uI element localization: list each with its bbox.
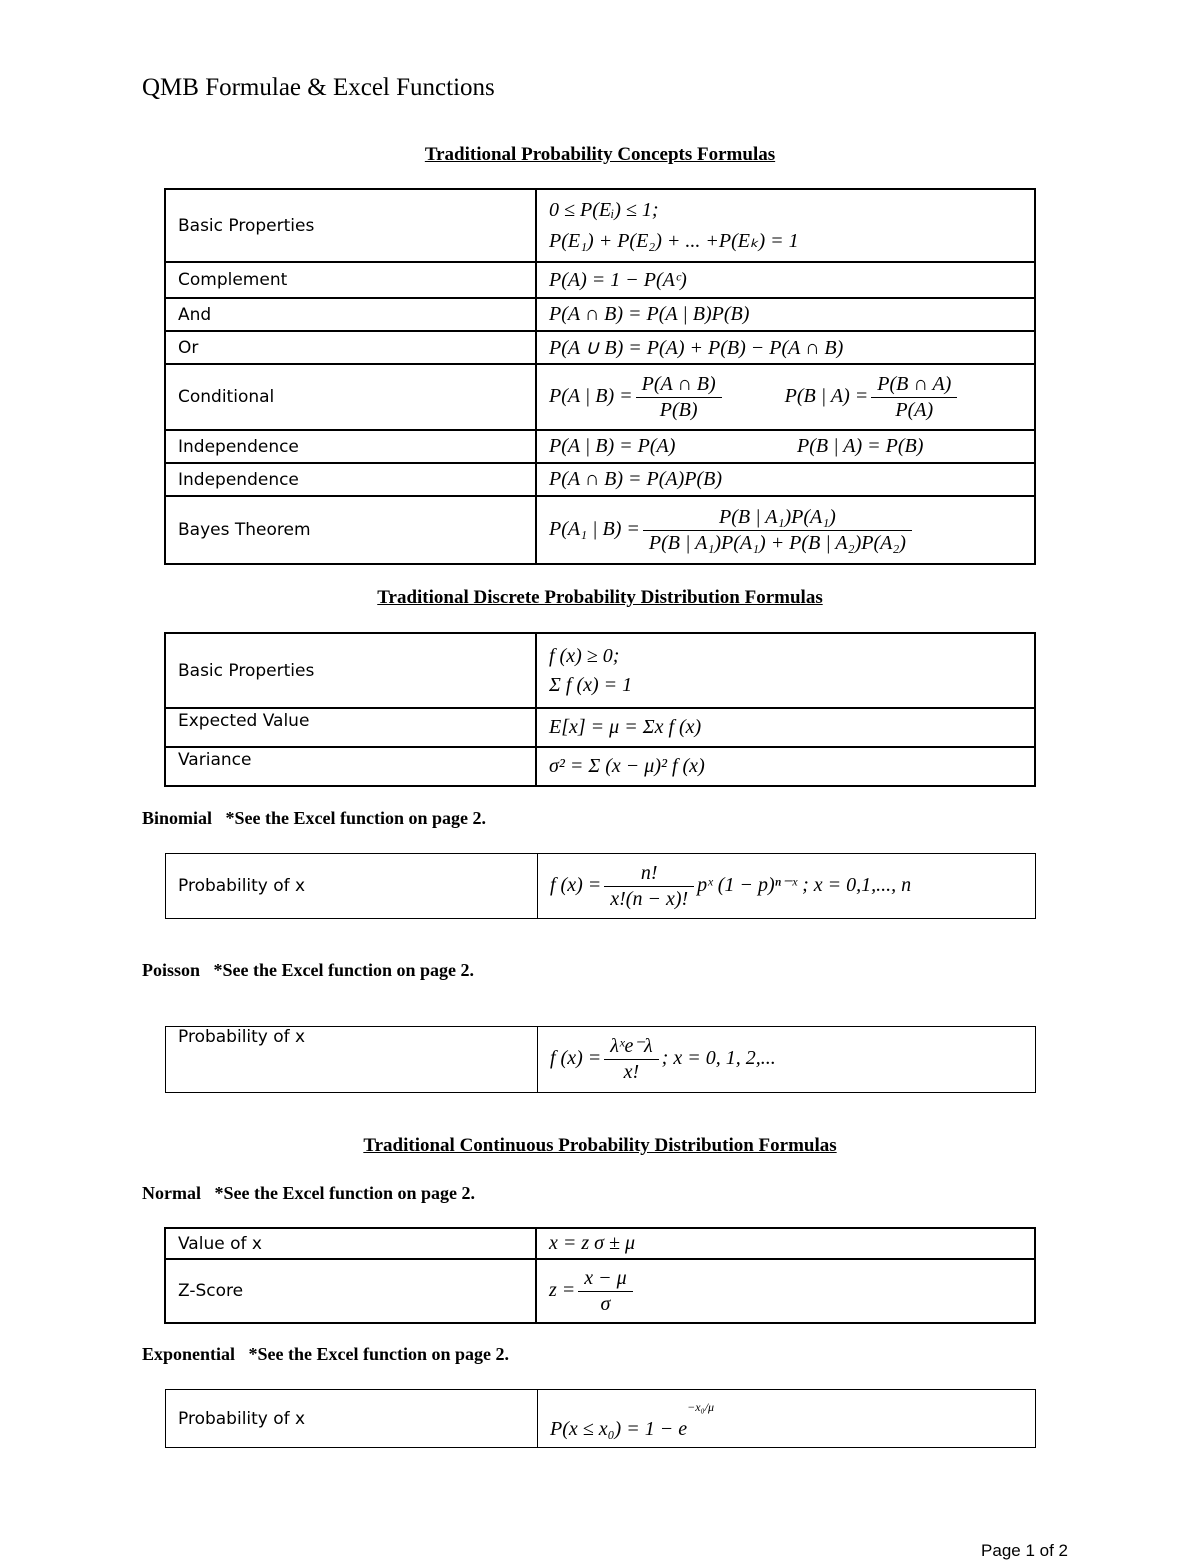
- table-row: [165, 463, 1035, 496]
- formula-cell: [536, 189, 1035, 262]
- formula-cell: [536, 364, 1035, 430]
- denominator: P(B | A₁)P(A₁) + P(B | A₂)P(A₂): [648, 531, 906, 554]
- formula: σ² = Σ (x − μ)² f (x): [536, 747, 1035, 786]
- probability-concepts-table: [164, 188, 1036, 565]
- formula-cell: [536, 1259, 1035, 1323]
- fraction: [643, 505, 912, 556]
- table-row: [165, 1228, 1035, 1259]
- poisson-heading: [142, 960, 474, 981]
- formula-lhs: f (x) =: [550, 1047, 602, 1070]
- fraction: [604, 1034, 658, 1085]
- row-label: Z-Score: [165, 1259, 536, 1323]
- formula-lhs: f (x) =: [550, 873, 602, 896]
- row-label: Basic Properties: [165, 633, 536, 708]
- table-row: [166, 1390, 1036, 1448]
- numerator: λˣe⁻λ: [604, 1034, 658, 1060]
- formula: E[x] = μ = Σx f (x): [536, 708, 1035, 747]
- formula: P(A | B) = P(A): [549, 435, 676, 457]
- excel-note: *See the Excel function on page 2.: [248, 1344, 510, 1364]
- formula: P(E₁) + P(E₂) + ... +P(Eₖ) = 1: [549, 229, 799, 252]
- row-label: Basic Properties: [165, 189, 536, 262]
- formula-cell: [538, 1027, 1036, 1093]
- formula-cell: [536, 496, 1035, 564]
- formula: P(A) = 1 − P(Aᶜ): [536, 262, 1035, 298]
- formula-lhs: P(A | B) =: [549, 384, 633, 407]
- fraction: [871, 372, 957, 423]
- row-label: Independence: [165, 463, 536, 496]
- table-row: [165, 1259, 1035, 1323]
- discrete-distribution-table: [164, 632, 1036, 787]
- denominator: x!: [623, 1061, 640, 1083]
- distribution-name: Poisson: [142, 960, 201, 980]
- formula-cell: [538, 854, 1036, 919]
- row-label: Complement: [165, 262, 536, 298]
- numerator: P(B ∩ A): [871, 372, 957, 398]
- normal-heading: [142, 1183, 475, 1204]
- table-row: [165, 708, 1035, 747]
- excel-note: *See the Excel function on page 2.: [213, 960, 475, 980]
- numerator: P(A ∩ B): [636, 372, 722, 398]
- denominator: P(B): [659, 398, 698, 421]
- row-label: And: [165, 298, 536, 331]
- formula: x = z σ ± μ: [536, 1228, 1035, 1259]
- formula-cell: [538, 1390, 1036, 1448]
- binomial-table: [165, 853, 1036, 919]
- section-title-continuous: Traditional Continuous Probability Distribution Formulas: [363, 1135, 837, 1156]
- row-label: Independence: [165, 430, 536, 463]
- formula: P(x ≤ x₀) = 1 − e: [550, 1417, 688, 1440]
- formula: P(A ∪ B) = P(A) + P(B) − P(A ∩ B): [536, 331, 1035, 364]
- table-row: [165, 496, 1035, 564]
- section-title-discrete: Traditional Discrete Probability Distribution Formulas: [377, 587, 823, 608]
- excel-note: *See the Excel function on page 2.: [214, 1183, 475, 1203]
- table-row: [166, 854, 1036, 919]
- binomial-heading: [142, 808, 486, 829]
- formula: P(B | A) = P(B): [797, 435, 924, 457]
- distribution-name: Exponential: [142, 1344, 236, 1364]
- formula-rhs: ; x = 0, 1, 2,...: [661, 1047, 776, 1070]
- numerator: n!: [604, 861, 694, 887]
- formula-rhs: pˣ (1 − p)ⁿ⁻ˣ ; x = 0,1,..., n: [697, 873, 912, 896]
- numerator: x − μ: [578, 1266, 632, 1292]
- denominator: x!(n − x)!: [610, 887, 689, 910]
- denominator: P(A): [895, 398, 934, 421]
- formula-lhs: z =: [549, 1278, 576, 1301]
- formula-lhs: P(B | A) =: [784, 384, 869, 407]
- row-label: Conditional: [165, 364, 536, 430]
- denominator: σ: [600, 1292, 611, 1315]
- formula: f (x) ≥ 0;: [549, 644, 620, 667]
- table-row: [165, 747, 1035, 786]
- numerator: P(B | A₁)P(A₁): [643, 505, 912, 531]
- section-title-probability: Traditional Probability Concepts Formulas: [424, 144, 776, 165]
- formula: P(A ∩ B) = P(A)P(B): [536, 463, 1035, 496]
- row-label: Probability of x: [166, 1390, 538, 1448]
- table-row: [165, 430, 1035, 463]
- table-row: [165, 331, 1035, 364]
- fraction: [578, 1266, 632, 1317]
- table-row: [165, 262, 1035, 298]
- poisson-table: [165, 1026, 1036, 1093]
- row-label: Value of x: [165, 1228, 536, 1259]
- distribution-name: Normal: [142, 1183, 201, 1203]
- formula-cell: [536, 430, 1035, 463]
- row-label: Expected Value: [165, 708, 536, 747]
- formula: P(A ∩ B) = P(A | B)P(B): [536, 298, 1035, 331]
- table-row: [165, 633, 1035, 708]
- document-title: QMB Formulae & Excel Functions: [142, 74, 495, 101]
- page-number: Page 1 of 2: [981, 1541, 1068, 1560]
- fraction: [604, 861, 694, 912]
- table-row: [165, 364, 1035, 430]
- table-row: [166, 1027, 1036, 1093]
- formula-cell: [536, 633, 1035, 708]
- exponential-heading: [142, 1344, 509, 1365]
- formula: 0 ≤ P(Eᵢ) ≤ 1;: [549, 198, 659, 221]
- row-label: Probability of x: [166, 1027, 538, 1093]
- exponent: −x₀/μ: [687, 1400, 715, 1415]
- distribution-name: Binomial: [142, 808, 213, 828]
- excel-note: *See the Excel function on page 2.: [225, 808, 487, 828]
- fraction: [636, 372, 722, 423]
- exponential-table: [165, 1389, 1036, 1448]
- table-row: [165, 298, 1035, 331]
- normal-table: [164, 1227, 1036, 1324]
- formula: Σ f (x) = 1: [549, 673, 633, 696]
- row-label: Variance: [165, 747, 536, 786]
- row-label: Or: [165, 331, 536, 364]
- formula-lhs: P(A₁ | B) =: [549, 517, 640, 540]
- table-row: [165, 189, 1035, 262]
- row-label: Bayes Theorem: [165, 496, 536, 564]
- row-label: Probability of x: [166, 854, 538, 919]
